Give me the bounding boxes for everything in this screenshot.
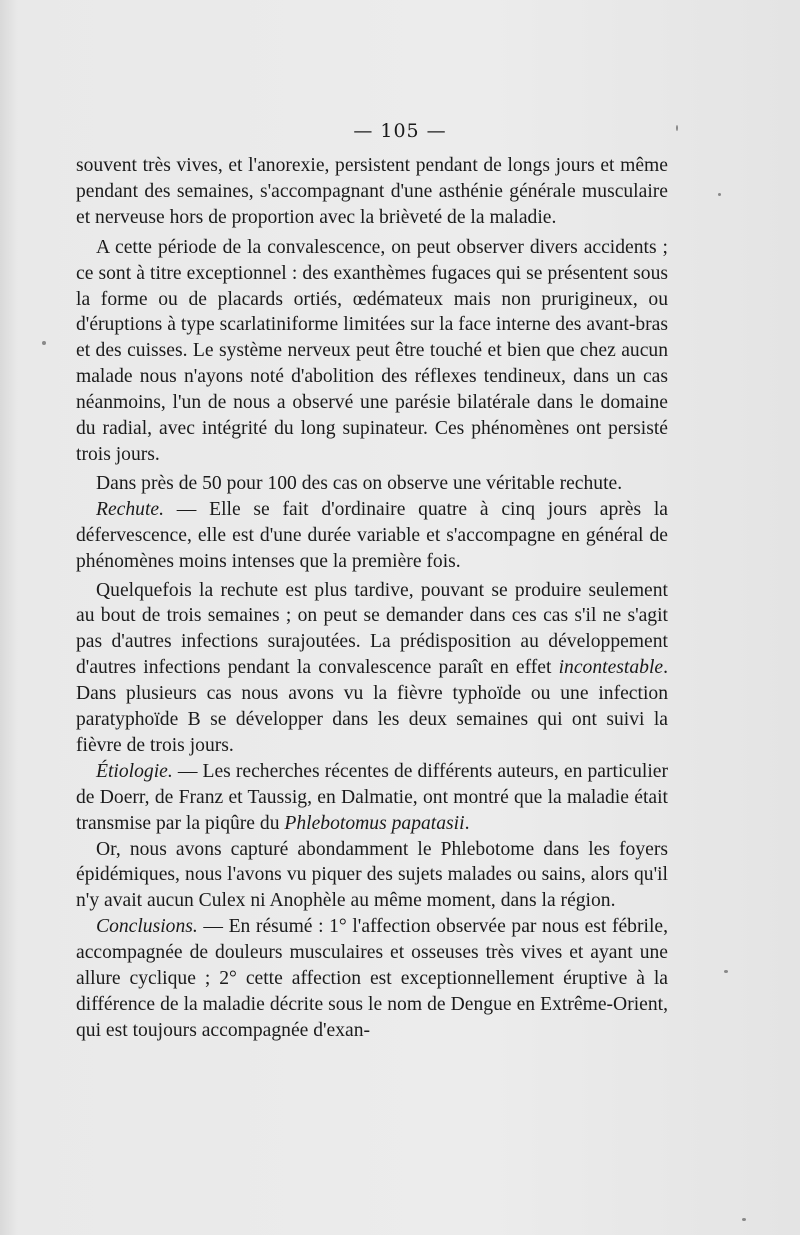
scan-speck xyxy=(42,341,46,345)
paragraph-text: Quelquefois la rechute est plus tardive, pouvant se produire seulement au bout de trois semaines ; on peut se demander dans ces cas s'il ne s'agit pas d'autres infections surajoutées. La prédisposition au développement d'autres infections pendant la convalescence paraît en effet xyxy=(76,579,668,679)
section-lead-rechute: Rechute. xyxy=(96,498,164,520)
scan-speck xyxy=(718,193,721,196)
paragraph-conclusions xyxy=(76,914,668,1044)
paragraph-rechute xyxy=(76,497,668,575)
paragraph-text: — Les recherches récentes de différents auteurs, en particulier de Doerr, de Franz et Taussig, en Dalmatie, ont montré que la maladie était transmise par la piqûre du xyxy=(76,760,668,834)
paragraph-5 xyxy=(76,578,668,759)
paragraph-1 xyxy=(76,153,668,231)
paragraph-text: — En résumé : 1° l'affection observée par nous est fébrile, accompagnée de douleurs musculaires et osseuses très vives et ayant une allure cyclique ; 2° cette affection est exceptionnellement éruptive à la différence de la maladie décrite sous le nom de Dengue en Extrême-Orient, qui est toujours accompagnée d'exan- xyxy=(76,916,668,1041)
scan-speck xyxy=(724,970,728,973)
paragraph-text: Dans près de 50 pour 100 des cas on observe une véritable rechute. xyxy=(96,472,623,494)
paragraph-2 xyxy=(76,235,668,468)
paragraph-3 xyxy=(76,471,668,497)
emphasized-term: Phlebotomus papatasii xyxy=(284,812,465,834)
paragraph-text: souvent très vives, et l'anorexie, persistent pendant de longs jours et même pendant des semaines, s'accompagnant d'une asthénie générale musculaire et nerveuse hors de proportion avec la brièveté de la maladie. xyxy=(76,155,668,228)
paragraph-etiologie xyxy=(76,759,668,837)
scan-speck xyxy=(742,1218,746,1221)
emphasized-term: incontestable xyxy=(558,657,664,679)
paragraph-text-after: . Dans plusieurs cas nous avons vu la fièvre typhoïde ou une infection paratyphoïde B se développer dans les deux semaines qui ont suivi la fièvre de trois jours. xyxy=(76,657,668,756)
page-number: — 105 — xyxy=(353,120,447,142)
body-text xyxy=(76,153,668,1044)
paragraph-text: Or, nous avons capturé abondamment le Phlebotome dans les foyers épidémiques, nous l'avons vu piquer des sujets malades ou sains, alors qu'il n'y avait aucun Culex ni Anophèle au même moment, dans la région. xyxy=(76,838,668,912)
section-lead-conclusions: Conclusions. xyxy=(96,916,198,938)
scan-speck xyxy=(676,125,678,131)
paragraph-text: A cette période de la convalescence, on peut observer divers accidents ; ce sont à titre exceptionnel : des exanthèmes fugaces qui se présentent sous la forme ou de placards ortiés, œdémateux mais non prurigineux, ou d'éruptions à type scarlatiniforme limitées sur la face interne des avant-bras et des cuisses. Le système nerveux peut être touché et bien que chez aucun malade nous n'ayons noté d'abolition des réflexes tendineux, dans un cas néanmoins, l'un de nous a observé une parésie bilatérale dans le domaine du radial, avec intégrité du long supinateur. Ces phénomènes ont persisté trois jours. xyxy=(76,236,668,465)
section-lead-etiologie: Étiologie. xyxy=(96,760,173,782)
paragraph-text-after: . xyxy=(464,812,470,834)
paragraph-text: — Elle se fait d'ordinaire quatre à cinq jours après la défervescence, elle est d'une durée variable et s'accompagne en général de phénomènes moins intenses que la première fois. xyxy=(76,498,668,572)
paragraph-7 xyxy=(76,837,668,915)
